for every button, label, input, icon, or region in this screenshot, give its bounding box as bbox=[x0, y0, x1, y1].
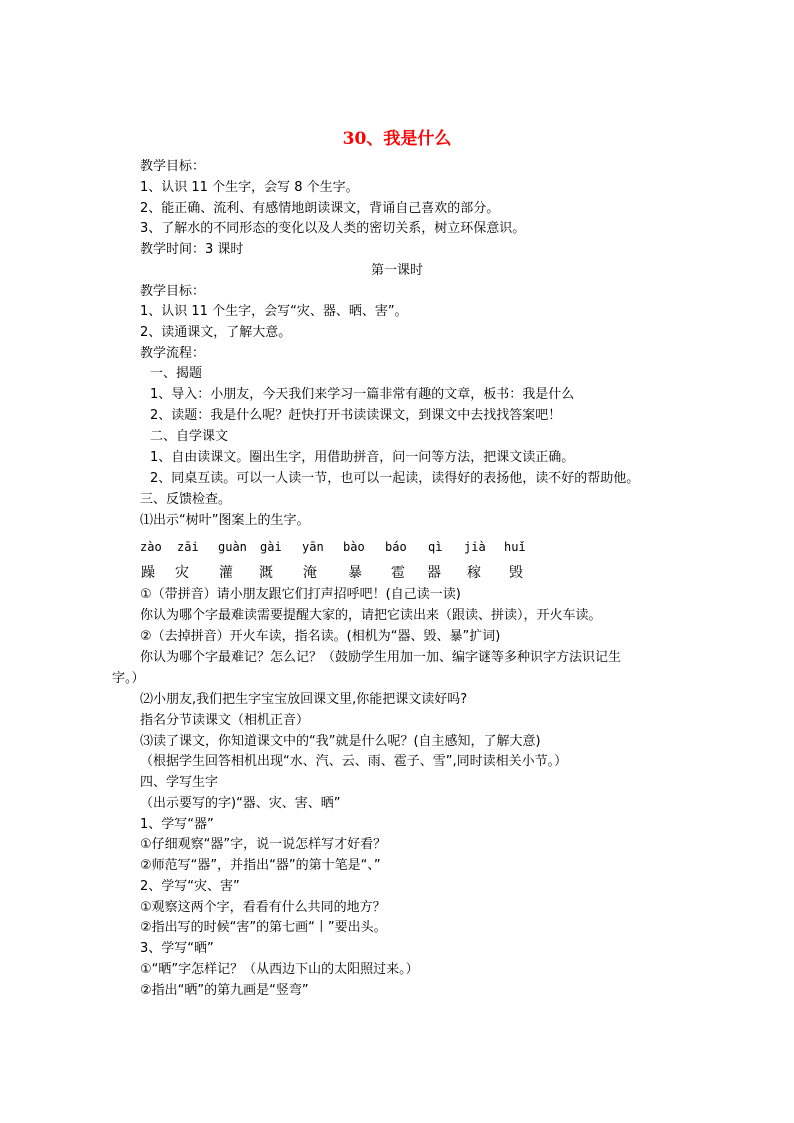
section-heading: 第一课时 bbox=[370, 263, 423, 278]
text-line: 教学目标： bbox=[140, 159, 206, 174]
text-line: 四、学写生字 bbox=[140, 775, 219, 790]
text-line: ⑴出示“树叶”图案上的生字。 bbox=[140, 513, 310, 528]
text-line: 3、了解水的不同形态的变化以及人类的密切关系，树立环保意识。 bbox=[140, 221, 526, 236]
hanzi: 躁 bbox=[141, 565, 155, 581]
pinyin-row bbox=[0, 537, 794, 557]
text-line: ⑵小朋友,我们把生字宝宝放回课文里,你能把课文读好吗? bbox=[140, 692, 468, 707]
text-line: 1、认识 11 个生字，会写“灾、器、晒、害”。 bbox=[140, 304, 408, 319]
text-line: 指名分节读课文（相机正音） bbox=[140, 713, 310, 728]
text-line: 2、学写“灾、害” bbox=[140, 879, 240, 894]
text-line: 三、反馈检查。 bbox=[140, 492, 232, 507]
text-line: 2、读通课文，了解大意。 bbox=[140, 325, 292, 340]
hanzi: 器 bbox=[427, 565, 441, 581]
text-line: 你认为哪个字最难读需要提醒大家的，请把它读出来（跟读、拼读），开火车读。 bbox=[140, 608, 602, 623]
text-line: ①“晒”字怎样记？（从西边下山的太阳照过来。） bbox=[140, 962, 419, 977]
text-line: 2、读题：我是什么呢？赶快打开书读读课文，到课文中去找找答案吧！ bbox=[150, 408, 562, 423]
text-line: ②指出“晒”的第九画是“竖弯” bbox=[140, 983, 309, 998]
hanzi: 淹 bbox=[303, 565, 317, 581]
text-line: 字。） bbox=[112, 671, 145, 686]
pinyin: yān bbox=[302, 540, 324, 554]
text-line: 教学流程： bbox=[140, 346, 206, 361]
hanzi: 暴 bbox=[348, 565, 362, 581]
pinyin: zāi bbox=[177, 540, 199, 554]
text-line: 1、学写“器” bbox=[140, 817, 214, 832]
text-line: 一、揭题 bbox=[150, 366, 203, 381]
hanzi: 溉 bbox=[259, 565, 273, 581]
hanzi: 雹 bbox=[391, 565, 405, 581]
text-line: ②（去掉拼音）开火车读，指名读。(相机为“器、毁、暴”扩词) bbox=[140, 629, 501, 644]
text-line: ⑶读了课文，你知道课文中的“我”就是什么呢？(自主感知，了解大意) bbox=[140, 734, 541, 749]
text-line: 二、自学课文 bbox=[150, 429, 229, 444]
pinyin: jià bbox=[464, 540, 486, 554]
hanzi: 灾 bbox=[175, 565, 189, 581]
text-line: ①仔细观察“器”字，说一说怎样写才好看？ bbox=[140, 837, 387, 852]
text-line: 1、自由读课文。圈出生字，用借助拼音，问一问等方法，把课文读正确。 bbox=[150, 450, 575, 465]
pinyin: bào bbox=[343, 540, 365, 554]
hanzi: 灌 bbox=[219, 565, 233, 581]
text-line: 教学目标： bbox=[140, 284, 206, 299]
text-line: 2、能正确、流利、有感情地朗读课文，背诵自己喜欢的部分。 bbox=[140, 201, 500, 216]
text-line: （出示要写的字)“器、灾、害、晒” bbox=[140, 796, 341, 811]
text-line: 教学时间：3 课时 bbox=[140, 242, 244, 257]
pinyin: qì bbox=[428, 540, 443, 554]
pinyin: guàn bbox=[218, 540, 247, 554]
hanzi-row bbox=[0, 563, 794, 583]
pinyin: zào bbox=[140, 540, 162, 554]
text-line: ①（带拼音）请小朋友跟它们打声招呼吧！(自己读一读) bbox=[140, 587, 461, 602]
text-line: （根据学生回答相机出现“水、汽、云、雨、雹子、雪”,同时读相关小节。） bbox=[140, 754, 568, 769]
text-line: 3、学写“晒” bbox=[140, 941, 214, 956]
text-line: 你认为哪个字最难记？怎么记？（鼓励学生用加一加、编字谜等多种识字方法识记生 bbox=[140, 650, 622, 665]
text-line: 1、认识 11 个生字，会写 8 个生字。 bbox=[140, 180, 359, 195]
hanzi: 稼 bbox=[467, 565, 481, 581]
text-line: 1、导入：小朋友，今天我们来学习一篇非常有趣的文章，板书：我是什么 bbox=[150, 387, 575, 402]
pinyin: gài bbox=[260, 540, 282, 554]
text-line: ②指出写的时候“害”的第七画“丨”要出头。 bbox=[140, 920, 387, 935]
text-line: 2、同桌互读。可以一人读一节，也可以一起读，读得好的表扬他，读不好的帮助他。 bbox=[150, 471, 640, 486]
pinyin: báo bbox=[385, 540, 407, 554]
hanzi: 毁 bbox=[509, 565, 523, 581]
pinyin: huǐ bbox=[504, 540, 526, 554]
text-line: ②师范写“器”，并指出“器”的第十笔是“、” bbox=[140, 858, 381, 873]
text-line: ①观察这两个字，看看有什么共同的地方？ bbox=[140, 900, 386, 915]
page-title: 30、我是什么 bbox=[342, 129, 452, 149]
